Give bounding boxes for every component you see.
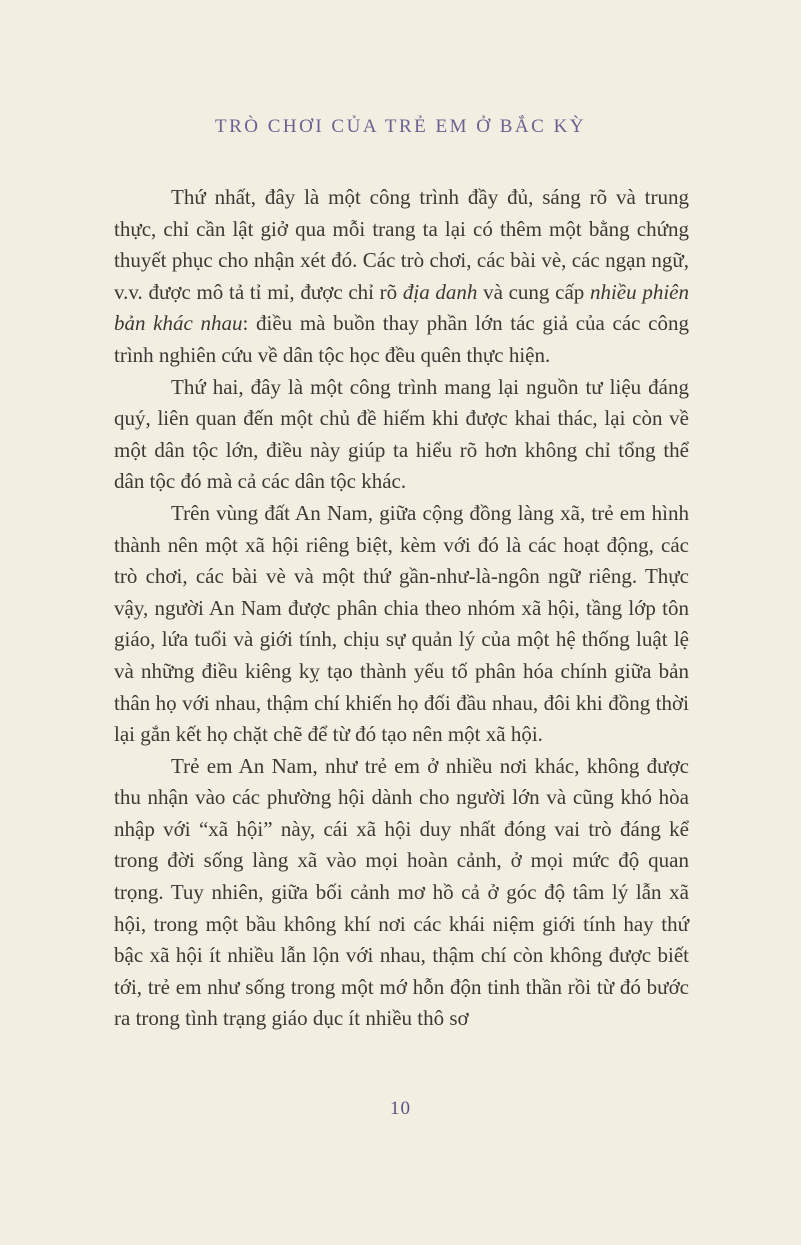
italic-run: địa danh <box>402 279 478 304</box>
paragraph <box>114 751 689 1035</box>
paragraph <box>114 182 689 372</box>
text-run: Trẻ em An Nam, như trẻ em ở nhiều nơi khác, không được thu nhận vào các phường hội dành cho người lớn và cũng khó hòa nhập với “xã hội” này, cái xã hội duy nhất đóng vai trò đáng kể trong đời sống làng xã vào mọi hoàn cảnh, ở mọi mức độ quan trọng. Tuy nhiên, giữa bối cảnh mơ hồ cả ở góc độ tâm lý lẫn xã hội, trong một bầu không khí nơi các khái niệm giới tính hay thứ bậc xã hội ít nhiều lẫn lộn với nhau, thậm chí còn không được biết tới, trẻ em như sống trong một mớ hỗn độn tinh thần rồi từ đó bước ra trong tình trạng giáo dục ít nhiều thô sơ <box>114 753 689 1031</box>
page-number: 10 <box>390 1098 411 1119</box>
text-run: : điều mà buồn thay phần lớn tác giả của các công trình nghiên cứu về dân tộc học đều quên thực hiện. <box>114 311 689 367</box>
paragraph <box>114 498 689 751</box>
text-run: Thứ nhất, đây là một công trình đầy đủ, sáng rõ và trung thực, chỉ cần lật giở qua mỗi trang ta lại có thêm một bằng chứng thuyết phục cho nhận xét đó. Các trò chơi, các bài vè, các ngạn ngữ, v.v. được mô tả tỉ mỉ, được chỉ rõ <box>114 185 689 304</box>
body-text <box>114 182 689 1035</box>
paragraph <box>114 372 689 498</box>
text-run: và cung cấp <box>477 279 590 304</box>
running-head-title: TRÒ CHƠI CỦA TRẺ EM Ở BẮC KỲ <box>214 116 587 137</box>
text-run: Thứ hai, đây là một công trình mang lại nguồn tư liệu đáng quý, liên quan đến một chủ đề hiếm khi được khai thác, lại còn về một dân tộc lớn, điều này giúp ta hiểu rõ hơn không chỉ tổng thể dân tộc đó mà cả các dân tộc khác. <box>114 374 689 494</box>
italic-run: nhiều phiên bản khác nhau <box>114 279 689 336</box>
text-run: Trên vùng đất An Nam, giữa cộng đồng làng xã, trẻ em hình thành nên một xã hội riêng biệt, kèm với đó là các hoạt động, các trò chơi, các bài vè và một thứ gần-như-là-ngôn ngữ riêng. Thực vậy, người An Nam được phân chia theo nhóm xã hội, tầng lớp tôn giáo, lứa tuổi và giới tính, chịu sự quản lý của một hệ thống luật lệ và những điều kiêng kỵ tạo thành yếu tố phân hóa chính giữa bản thân họ với nhau, thậm chí khiến họ đối đầu nhau, đôi khi đồng thời lại gắn kết họ chặt chẽ để từ đó tạo nên một xã hội. <box>114 500 689 747</box>
